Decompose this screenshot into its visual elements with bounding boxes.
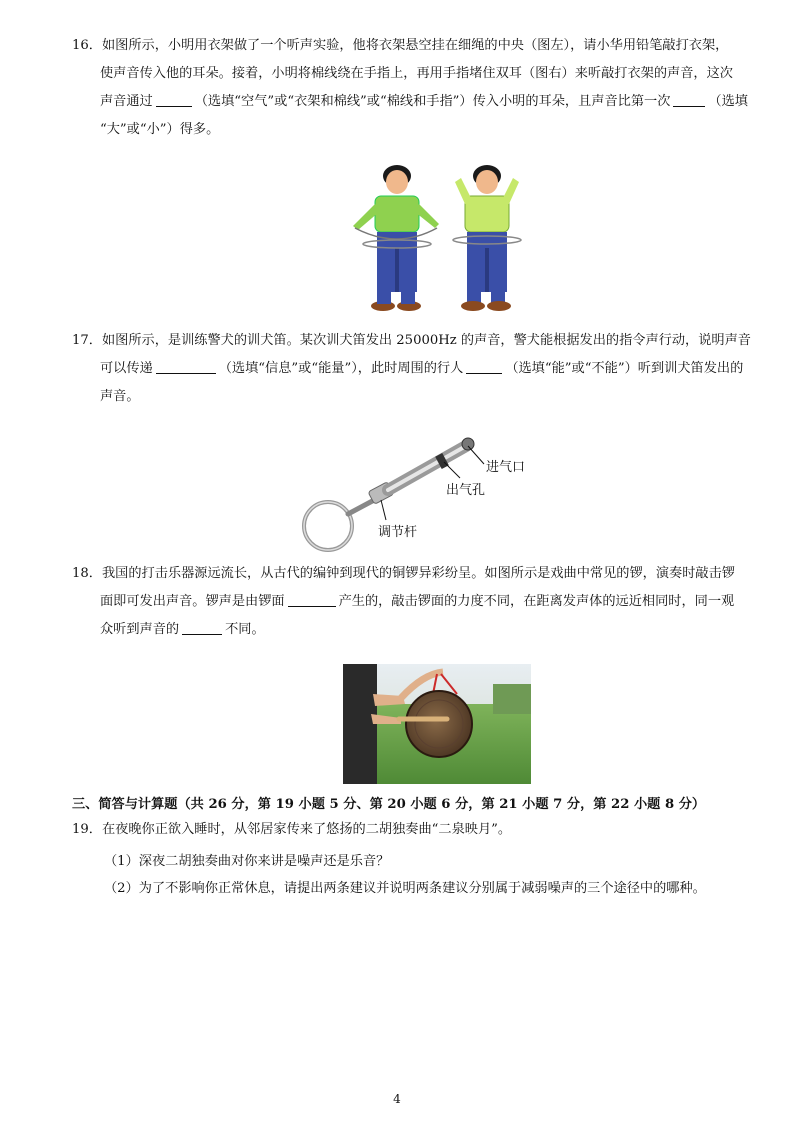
q19-sub-2: （2）为了不影响你正常休息，请提出两条建议并说明两条建议分别属于减弱噪声的三个途径中的哪种。	[104, 881, 706, 896]
q16-line-2: 使声音传入他的耳朵。接着，小明将棉线绕在手指上，再用手指堵住双耳（图右）来听敲打衣架的声音，这次	[100, 66, 733, 81]
gong-photo	[343, 664, 531, 784]
label-inlet: 进气口	[486, 460, 526, 475]
q19-line-1: 19．在夜晚你正欲入睡时，从邻居家传来了悠扬的二胡独奏曲“二泉映月”。	[72, 822, 512, 837]
question-19	[72, 816, 778, 844]
page-number: 4	[393, 1092, 401, 1106]
q16-line-4: “大”或“小”）得多。	[100, 122, 220, 137]
label-outlet: 出气孔	[446, 483, 486, 498]
q18-line-3-text-a: 众听到声音的	[100, 622, 180, 637]
q16-line-1: 16．如图所示，小明用衣架做了一个听声实验，他将衣架悬空挂在细绳的中央（图左），请小华用铅笔敲打衣架，	[72, 38, 729, 53]
dog-whistle-figure	[296, 428, 546, 558]
q16-line-3	[72, 88, 778, 116]
q18-line-3-text-b: 不同。	[225, 622, 265, 637]
q16-line-3-text-a: 声音通过	[100, 94, 153, 109]
q18-blank-1[interactable]	[288, 592, 336, 607]
q17-line-3: 声音。	[100, 389, 140, 404]
q18-line-3	[72, 616, 778, 644]
q18-line-2-text-a: 面即可发出声音。锣声是由锣面	[100, 594, 285, 609]
q18-blank-2[interactable]	[182, 620, 222, 635]
q17-blank-2[interactable]	[466, 359, 502, 374]
q17-line-2-text-b: （选填“信息”或“能量”），此时周围的行人	[218, 361, 464, 376]
q17-line-2	[72, 355, 778, 383]
left-boy-illustration	[353, 165, 439, 311]
q16-blank-1[interactable]	[156, 92, 192, 107]
q18-line-2-text-b: 产生的，敲击锣面的力度不同，在距离发声体的远近相同时，同一观	[338, 594, 735, 609]
q17-line-2-text-a: 可以传递	[100, 361, 153, 376]
question-17	[72, 327, 778, 411]
label-rod: 调节杆	[378, 525, 418, 540]
q17-blank-1[interactable]	[156, 359, 216, 374]
gong	[406, 691, 472, 757]
q19-sub-1: （1）深夜二胡独奏曲对你来讲是噪声还是乐音？	[104, 854, 390, 869]
q17-line-1: 17．如图所示，是训练警犬的训犬笛。某次训犬笛发出 25000Hz 的声音，警犬能根据发出的指令声行动，说明声音	[72, 333, 751, 348]
q18-line-1: 18．我国的打击乐器源远流长，从古代的编钟到现代的铜锣异彩纷呈。如图所示是戏曲中常见的锣，演奏时敲击锣	[72, 566, 735, 581]
section-3-heading: 三、简答与计算题（共 26 分，第 19 小题 5 分、第 20 小题 6 分，第 21 小题 7 分，第 22 小题 8 分）	[72, 797, 706, 812]
boys-hanger-figure	[345, 158, 535, 322]
person-body	[343, 664, 377, 784]
q16-blank-2[interactable]	[673, 92, 705, 107]
inlet-mouth	[462, 438, 474, 450]
question-16	[72, 32, 778, 144]
q17-line-2-text-c: （选填“能”或“不能”）听到训犬笛发出的	[505, 361, 744, 376]
q18-line-2	[72, 588, 778, 616]
right-boy-illustration	[453, 165, 521, 311]
q16-line-3-text-b: （选填“空气”或“衣架和棉线”或“棉线和手指”）传入小明的耳朵，且声音比第一次	[194, 94, 671, 109]
q16-line-3-text-c: （选填	[708, 94, 748, 109]
question-18	[72, 560, 778, 644]
